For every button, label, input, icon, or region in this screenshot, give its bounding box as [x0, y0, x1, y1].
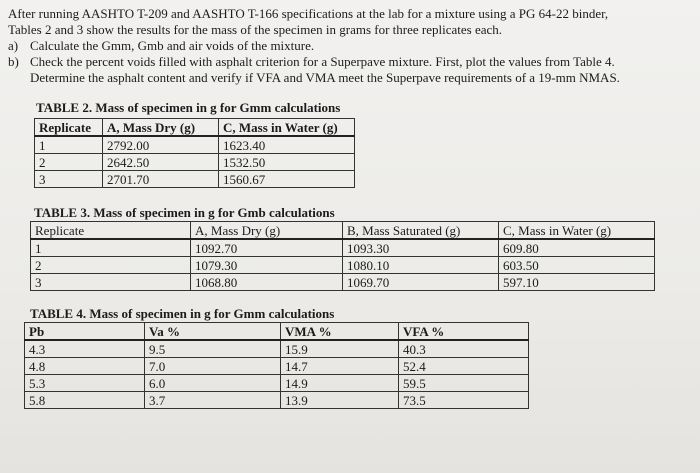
- table-cell: 3: [35, 171, 103, 188]
- table-cell: 40.3: [399, 340, 529, 358]
- table-row: [35, 136, 355, 154]
- question-b-text-1: Check the percent voids filled with asphalt criterion for a Superpave mixture. First, plot the values from Table 4.: [30, 54, 615, 69]
- intro-line-1: After running AASHTO T-209 and AASHTO T-166 specifications at the lab for a mixture using a PG 64-22 binder,: [8, 6, 609, 21]
- table-row: [31, 239, 655, 257]
- question-a-label: a): [8, 38, 19, 53]
- table-cell: 15.9: [281, 340, 399, 358]
- table-cell: 52.4: [399, 358, 529, 375]
- table-row: [25, 375, 529, 392]
- table-cell: 2792.00: [103, 136, 219, 154]
- table-cell: 1079.30: [191, 257, 343, 274]
- table2-header-cell: C, Mass in Water (g): [219, 119, 355, 137]
- table3-header-row: [31, 222, 655, 240]
- table3-header-cell: B, Mass Saturated (g): [343, 222, 499, 240]
- table-cell: 1069.70: [343, 274, 499, 291]
- question-a-text: Calculate the Gmm, Gmb and air voids of the mixture.: [30, 38, 315, 53]
- table-cell: 1: [31, 239, 191, 257]
- table2-header-cell: A, Mass Dry (g): [103, 119, 219, 137]
- table-row: [31, 274, 655, 291]
- question-b-text-2: Determine the asphalt content and verify if VFA and VMA meet the Superpave requirements of a 19-mm NMAS.: [30, 70, 620, 85]
- table-cell: 2642.50: [103, 154, 219, 171]
- table-row: [25, 392, 529, 409]
- table-cell: 1: [35, 136, 103, 154]
- table-cell: 1080.10: [343, 257, 499, 274]
- table-cell: 4.3: [25, 340, 145, 358]
- table-row: [35, 171, 355, 188]
- table-cell: 14.7: [281, 358, 399, 375]
- table2-header-cell: Replicate: [35, 119, 103, 137]
- table4-header-cell: Va %: [145, 323, 281, 341]
- table-cell: 1068.80: [191, 274, 343, 291]
- table-cell: 7.0: [145, 358, 281, 375]
- table-cell: 13.9: [281, 392, 399, 409]
- table4-header-row: [25, 323, 529, 341]
- table-cell: 1532.50: [219, 154, 355, 171]
- table-cell: 4.8: [25, 358, 145, 375]
- table-cell: 2: [35, 154, 103, 171]
- table-row: [25, 358, 529, 375]
- table-cell: 609.80: [499, 239, 655, 257]
- table-cell: 5.8: [25, 392, 145, 409]
- table4: [24, 322, 529, 409]
- table4-header-cell: Pb: [25, 323, 145, 341]
- table3-caption: TABLE 3. Mass of specimen in g for Gmb calculations: [34, 205, 335, 220]
- table-cell: 1093.30: [343, 239, 499, 257]
- table2-caption: TABLE 2. Mass of specimen in g for Gmm calculations: [36, 100, 341, 115]
- table2: [34, 118, 355, 188]
- table-row: [35, 154, 355, 171]
- table3-header-cell: A, Mass Dry (g): [191, 222, 343, 240]
- table-cell: 603.50: [499, 257, 655, 274]
- table-cell: 59.5: [399, 375, 529, 392]
- table-cell: 1560.67: [219, 171, 355, 188]
- intro-line-2: Tables 2 and 3 show the results for the mass of the specimen in grams for three replicates each.: [8, 22, 503, 37]
- table-cell: 6.0: [145, 375, 281, 392]
- table-cell: 9.5: [145, 340, 281, 358]
- table3-header-cell: C, Mass in Water (g): [499, 222, 655, 240]
- table-cell: 73.5: [399, 392, 529, 409]
- table-cell: 14.9: [281, 375, 399, 392]
- question-b-label: b): [8, 54, 19, 69]
- table-cell: 1092.70: [191, 239, 343, 257]
- table3-header-cell: Replicate: [31, 222, 191, 240]
- table-cell: 1623.40: [219, 136, 355, 154]
- table-cell: 3.7: [145, 392, 281, 409]
- problem-statement: [8, 6, 698, 86]
- table4-caption: TABLE 4. Mass of specimen in g for Gmm calculations: [30, 306, 335, 321]
- table-cell: 3: [31, 274, 191, 291]
- table-cell: 5.3: [25, 375, 145, 392]
- question-a: [8, 38, 698, 54]
- table4-header-cell: VFA %: [399, 323, 529, 341]
- table-cell: 597.10: [499, 274, 655, 291]
- table3: [30, 221, 655, 291]
- table-cell: 2701.70: [103, 171, 219, 188]
- table-cell: 2: [31, 257, 191, 274]
- question-b: [8, 54, 698, 70]
- table4-header-cell: VMA %: [281, 323, 399, 341]
- table-row: [31, 257, 655, 274]
- table2-header-row: [35, 119, 355, 137]
- table-row: [25, 340, 529, 358]
